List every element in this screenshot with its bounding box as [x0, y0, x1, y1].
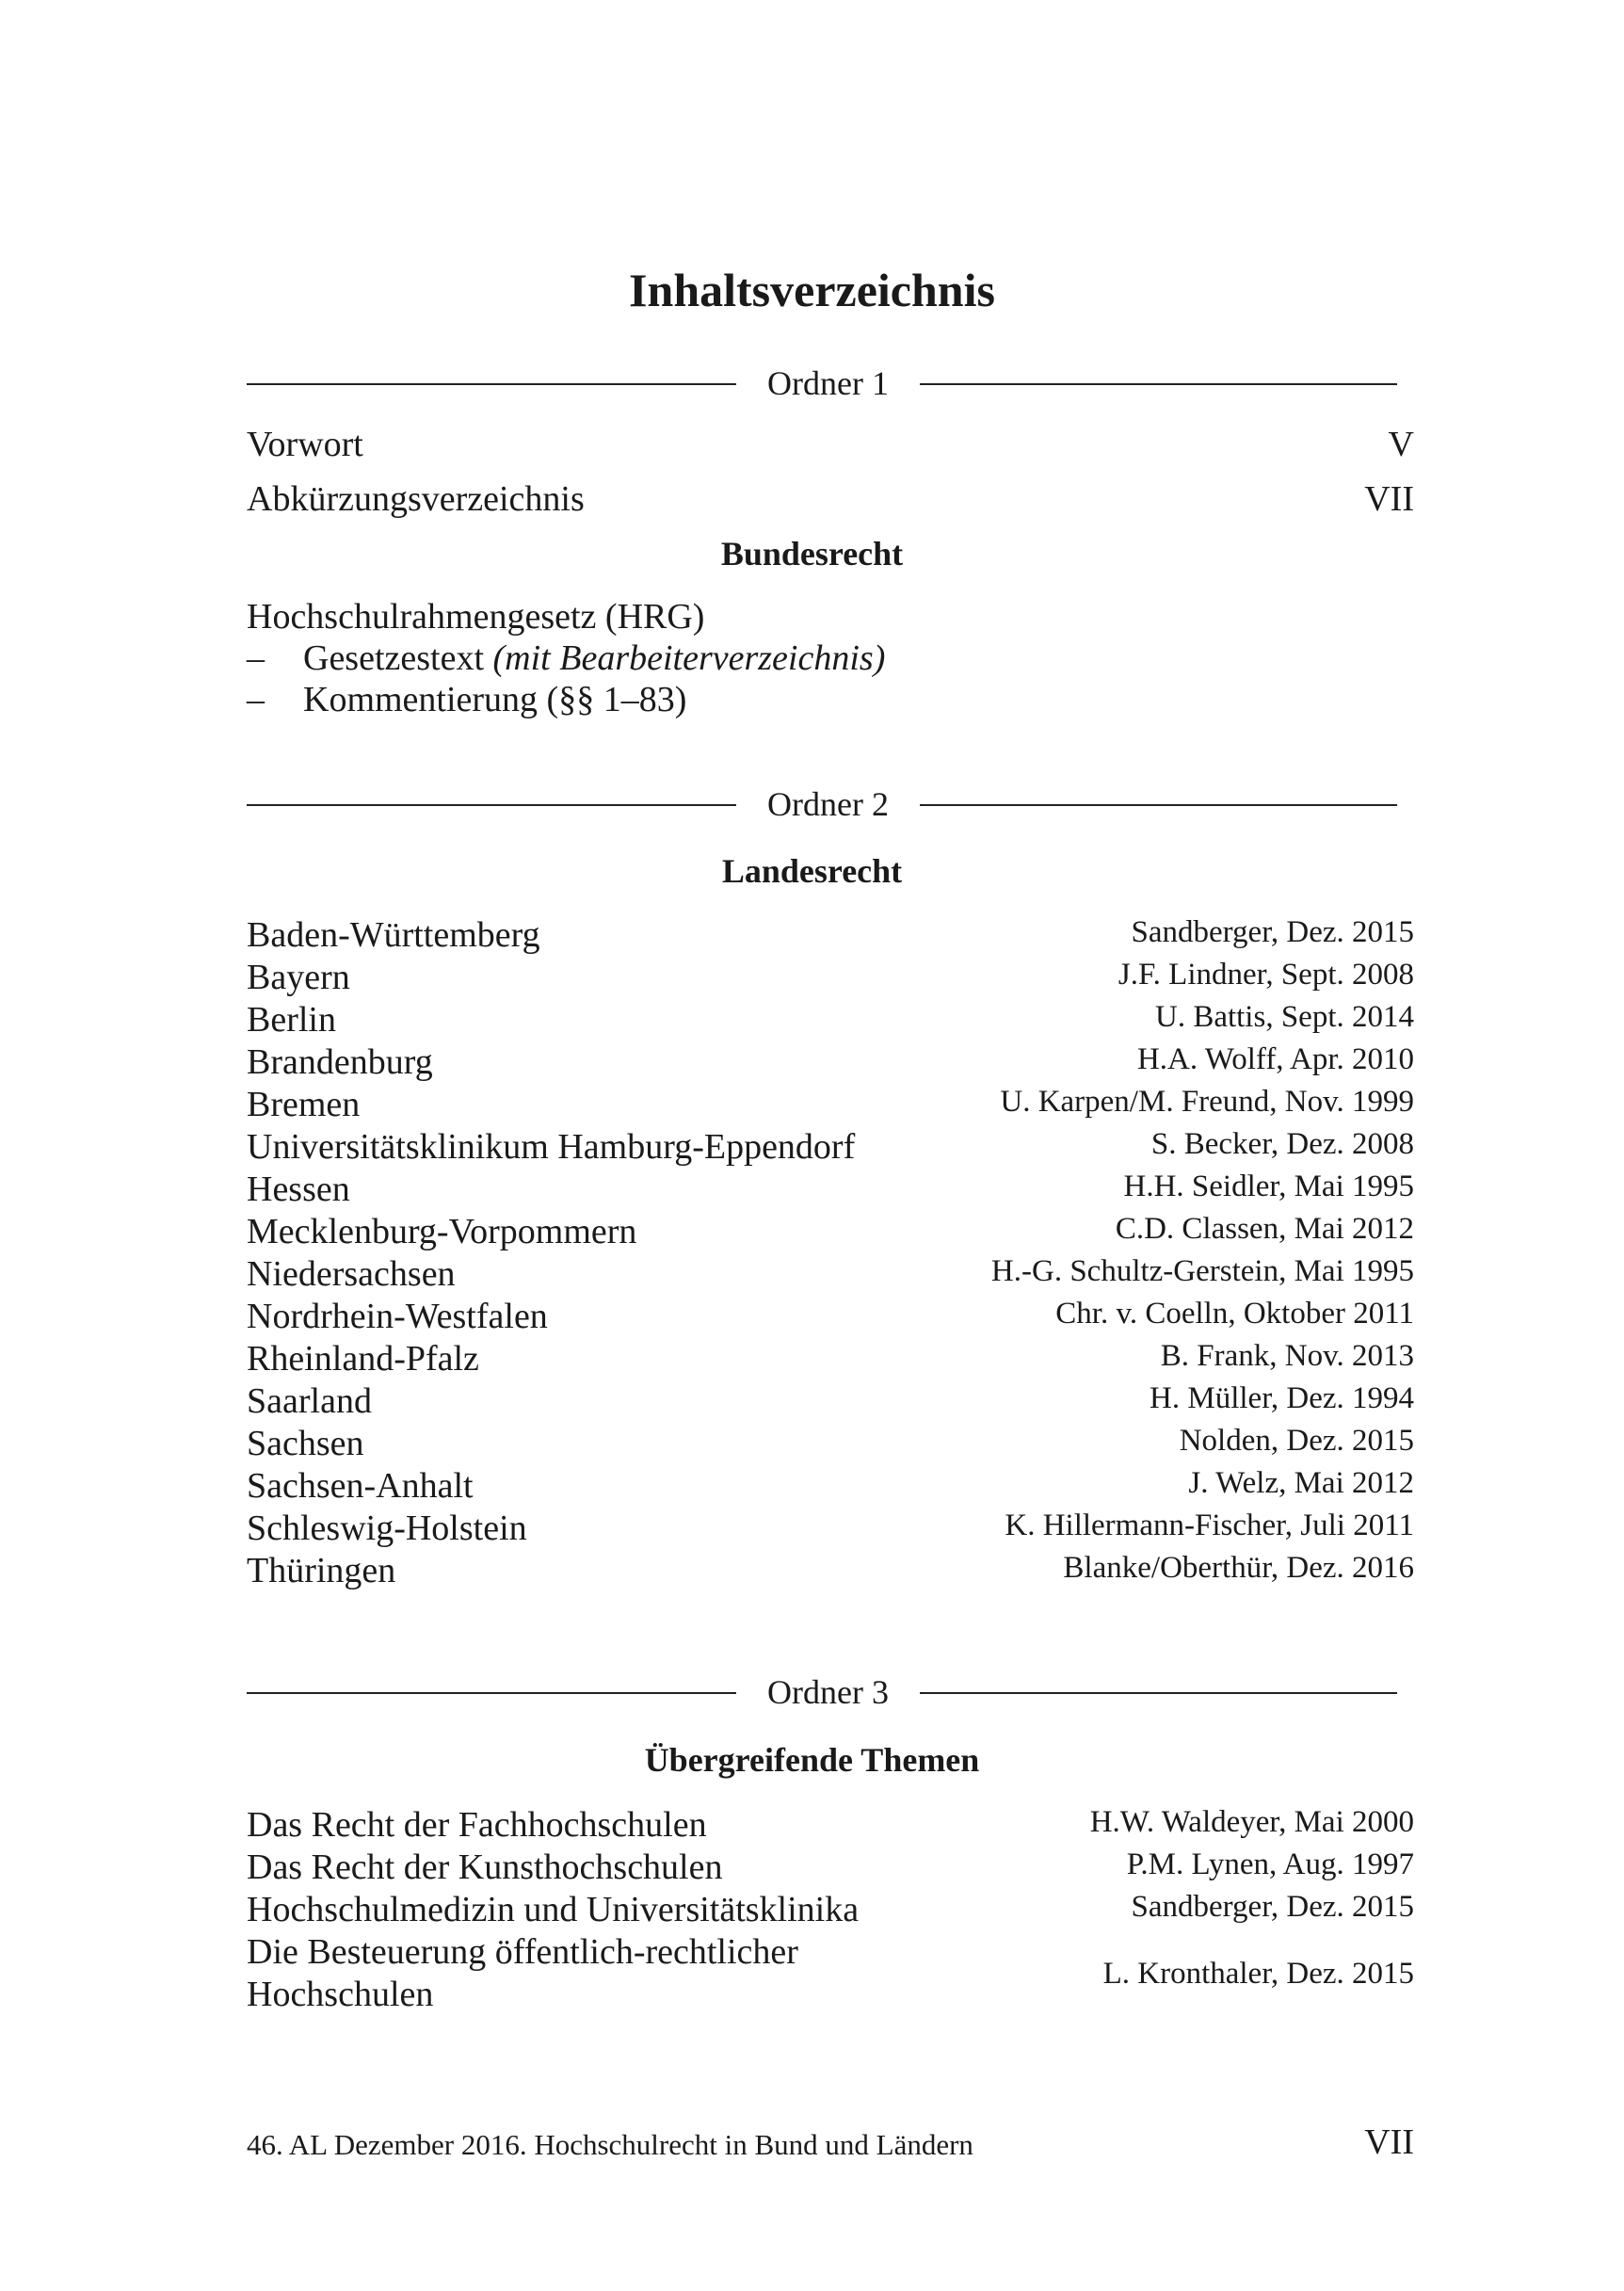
entry-title: Hochschulmedizin und Universitätsklinika [247, 1890, 860, 1929]
entry-title: Hessen [247, 1170, 350, 1209]
entry-author: U. Battis, Sept. 2014 [1154, 1000, 1414, 1034]
entry-author: Sandberger, Dez. 2015 [1131, 1890, 1414, 1924]
entry-title: Nordrhein-Westfalen [247, 1297, 548, 1336]
entry-title: Das Recht der Kunsthochschulen [247, 1847, 723, 1887]
hrg-title: Hochschulrahmengesetz (HRG) [247, 597, 705, 637]
toc-entry [247, 1210, 1414, 1253]
toc-entry [247, 1125, 1414, 1169]
entry-author: H.A. Wolff, Apr. 2010 [1136, 1042, 1414, 1076]
toc-entry [247, 1379, 1414, 1423]
toc-entry-abkuerzungsverzeichnis [247, 477, 1414, 521]
entry-author: Sandberger, Dez. 2015 [1131, 915, 1414, 949]
entry-title: Sachsen [247, 1424, 364, 1463]
entry-author: L. Kronthaler, Dez. 2015 [1102, 1957, 1414, 1991]
ordner-1-divider [247, 364, 1397, 402]
divider-rule-right [920, 804, 1397, 806]
toc-entry [247, 1846, 1414, 1889]
section-heading-landesrecht: Landesrecht [721, 852, 903, 890]
toc-entry [247, 1422, 1414, 1465]
entry-author: J. Welz, Mai 2012 [1188, 1466, 1414, 1500]
toc-entry [247, 1549, 1414, 1592]
page-number: VII [1364, 2122, 1414, 2162]
page-title: Inhaltsverzeichnis [629, 264, 995, 316]
entry-author: H.H. Seidler, Mai 1995 [1123, 1170, 1414, 1203]
ordner-1-label: Ordner 1 [767, 364, 889, 402]
toc-entry [247, 956, 1414, 999]
item-text: Gesetzestext [303, 638, 493, 678]
entry-author: H.W. Waldeyer, Mai 2000 [1089, 1805, 1414, 1839]
entry-title: Vorwort [247, 425, 363, 464]
toc-entry [247, 998, 1414, 1041]
ordner-3-label: Ordner 3 [767, 1673, 889, 1711]
entry-author: B. Frank, Nov. 2013 [1160, 1339, 1414, 1373]
toc-entry [247, 1083, 1414, 1126]
toc-entry [247, 1930, 1414, 2017]
toc-entry [247, 1295, 1414, 1338]
entry-title: Niedersachsen [247, 1254, 456, 1294]
entry-author: Chr. v. Coelln, Oktober 2011 [1055, 1297, 1414, 1331]
ordner-3-divider [247, 1673, 1397, 1711]
toc-entry [247, 1507, 1414, 1550]
dash-bullet: – [247, 638, 265, 678]
footer-text: 46. AL Dezember 2016. Hochschulrecht in Bund und Ländern [247, 2128, 973, 2161]
entry-author: H.-G. Schultz-Gerstein, Mai 1995 [990, 1254, 1414, 1288]
entry-author: K. Hillermann-Fischer, Juli 2011 [1005, 1509, 1414, 1542]
item-text: Kommentierung (§§ 1–83) [303, 680, 687, 719]
entry-title: Sachsen-Anhalt [247, 1466, 474, 1506]
entry-author: S. Becker, Dez. 2008 [1150, 1127, 1414, 1161]
page-footer [247, 2121, 1414, 2164]
entry-title: Das Recht der Fachhochschulen [247, 1805, 707, 1845]
entry-author: J.F. Lindner, Sept. 2008 [1118, 958, 1414, 992]
toc-entry [247, 1041, 1414, 1084]
entry-page: VII [1364, 479, 1414, 519]
entry-title: Brandenburg [247, 1042, 433, 1082]
section-heading-uebergreifende-themen: Übergreifende Themen [644, 1741, 980, 1779]
entry-title: Rheinland-Pfalz [247, 1339, 479, 1379]
entry-title: Thüringen [247, 1551, 396, 1590]
entry-author: U. Karpen/M. Freund, Nov. 1999 [1000, 1085, 1414, 1119]
hrg-item-kommentierung [247, 678, 686, 721]
divider-rule-left [247, 383, 736, 385]
dash-bullet: – [247, 680, 265, 719]
toc-entry [247, 1252, 1414, 1296]
entry-author: Nolden, Dez. 2015 [1179, 1424, 1414, 1458]
toc-entry [247, 1888, 1414, 1931]
toc-entry [247, 1803, 1414, 1847]
entry-title: Universitätsklinikum Hamburg-Eppendorf [247, 1127, 856, 1167]
divider-rule-right [920, 1692, 1397, 1694]
divider-rule-left [247, 1692, 736, 1694]
toc-entry-vorwort [247, 423, 1414, 466]
ordner-2-divider [247, 785, 1397, 823]
entry-page: V [1388, 425, 1414, 464]
section-heading-bundesrecht: Bundesrecht [720, 535, 904, 573]
entry-title: Saarland [247, 1381, 372, 1421]
entry-author: P.M. Lynen, Aug. 1997 [1126, 1847, 1414, 1881]
toc-entry [247, 913, 1414, 957]
ordner-2-label: Ordner 2 [767, 785, 889, 823]
divider-rule-right [920, 383, 1397, 385]
toc-entry [247, 1337, 1414, 1380]
entry-title: Mecklenburg-Vorpommern [247, 1212, 637, 1251]
entry-title: Baden-Württemberg [247, 915, 540, 955]
entry-title-line-2: Hochschulen [247, 1975, 434, 2014]
toc-entry [247, 1464, 1414, 1508]
hrg-item-gesetzestext [247, 637, 885, 680]
entry-title: Schleswig-Holstein [247, 1509, 527, 1548]
toc-entry [247, 1168, 1414, 1211]
item-italic-text: (mit Bearbeiterverzeichnis) [492, 638, 886, 678]
divider-rule-left [247, 804, 736, 806]
entry-title: Berlin [247, 1000, 336, 1040]
entry-title: Bayern [247, 958, 350, 997]
entry-author: H. Müller, Dez. 1994 [1150, 1381, 1414, 1415]
entry-title-line-1: Die Besteuerung öffentlich-rechtlicher [247, 1932, 798, 1972]
entry-title: Abkürzungsverzeichnis [247, 479, 585, 519]
entry-title: Bremen [247, 1085, 361, 1124]
entry-author: C.D. Classen, Mai 2012 [1115, 1212, 1414, 1246]
entry-author: Blanke/Oberthür, Dez. 2016 [1063, 1551, 1414, 1585]
